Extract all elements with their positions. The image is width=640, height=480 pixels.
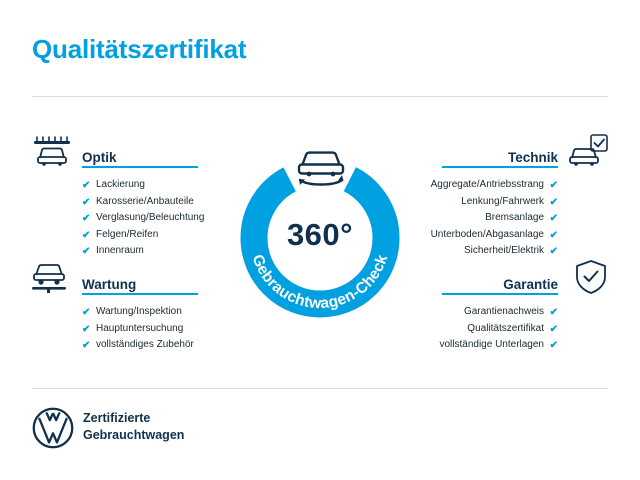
vw-logo xyxy=(32,407,74,449)
check-icon: ✔ xyxy=(82,180,91,191)
car-check-icon xyxy=(568,134,610,168)
list-item-label: Sicherheit/Elektrik xyxy=(463,245,544,256)
check-icon: ✔ xyxy=(82,213,91,224)
list-item-label: vollständige Unterlagen xyxy=(439,339,544,350)
section-underline xyxy=(442,293,558,295)
section-underline xyxy=(82,166,198,168)
badge-degrees: 360° xyxy=(286,217,354,252)
check-icon: ✔ xyxy=(82,340,91,351)
check-icon: ✔ xyxy=(82,307,91,318)
shield-check-icon xyxy=(574,259,608,295)
check-icon: ✔ xyxy=(82,196,91,208)
check-icon: ✔ xyxy=(549,196,558,208)
check-icon: ✔ xyxy=(82,246,91,257)
section-label: Wartung xyxy=(82,277,137,292)
check-icon: ✔ xyxy=(549,229,558,241)
check-icon: ✔ xyxy=(82,323,91,335)
car-360-icon xyxy=(290,144,352,192)
list-item-label: Wartung/Inspektion xyxy=(96,306,182,317)
section-underline xyxy=(442,166,558,168)
list-item-label: Lackierung xyxy=(96,179,145,190)
section-heading-technik xyxy=(442,146,558,168)
list-item-label: Bremsanlage xyxy=(485,212,544,223)
check-icon: ✔ xyxy=(549,307,558,318)
page-title: Qualitätszertifikat xyxy=(32,34,247,64)
list-item-label: Innenraum xyxy=(96,245,144,256)
list-item-label: Felgen/Reifen xyxy=(96,228,159,240)
check-icon: ✔ xyxy=(549,340,558,351)
badge-360-check xyxy=(222,140,418,336)
footer-divider xyxy=(32,388,608,389)
list-item-label: Karosserie/Anbauteile xyxy=(96,195,194,207)
check-icon: ✔ xyxy=(549,180,558,191)
section-label: Garantie xyxy=(503,277,558,292)
footer-line-1: Zertifizierte xyxy=(83,411,151,425)
list-item-label: Unterboden/Abgasanlage xyxy=(430,228,544,240)
svg-text:Gebrauchtwagen-Check xyxy=(249,252,392,312)
list-item-label: vollständiges Zubehör xyxy=(96,339,194,350)
section-heading-garantie xyxy=(442,273,558,295)
check-icon: ✔ xyxy=(549,246,558,257)
list-item xyxy=(378,337,558,354)
title-divider xyxy=(32,96,608,97)
list-item-label: Garantienachweis xyxy=(463,306,544,317)
footer-line-2: Gebrauchtwagen xyxy=(83,428,185,442)
arc-label-text: Gebrauchtwagen-Check xyxy=(248,252,392,313)
list-item-label: Aggregate/Antriebsstrang xyxy=(430,179,544,190)
section-heading-optik xyxy=(82,146,198,168)
car-wash-icon xyxy=(32,134,74,168)
list-item-label: Hauptuntersuchung xyxy=(96,322,184,334)
list-item-label: Qualitätszertifikat xyxy=(467,322,544,334)
car-lift-icon xyxy=(30,259,76,293)
list-item xyxy=(82,337,262,354)
section-label: Optik xyxy=(82,150,117,165)
section-label: Technik xyxy=(507,150,558,165)
check-icon: ✔ xyxy=(82,229,91,241)
section-heading-wartung xyxy=(82,273,198,295)
footer-brand-text xyxy=(83,410,184,444)
list-item-label: Lenkung/Fahrwerk xyxy=(461,195,544,207)
list-item-label: Verglasung/Beleuchtung xyxy=(96,212,205,223)
check-icon: ✔ xyxy=(549,323,558,335)
section-underline xyxy=(82,293,198,295)
check-icon: ✔ xyxy=(549,213,558,224)
